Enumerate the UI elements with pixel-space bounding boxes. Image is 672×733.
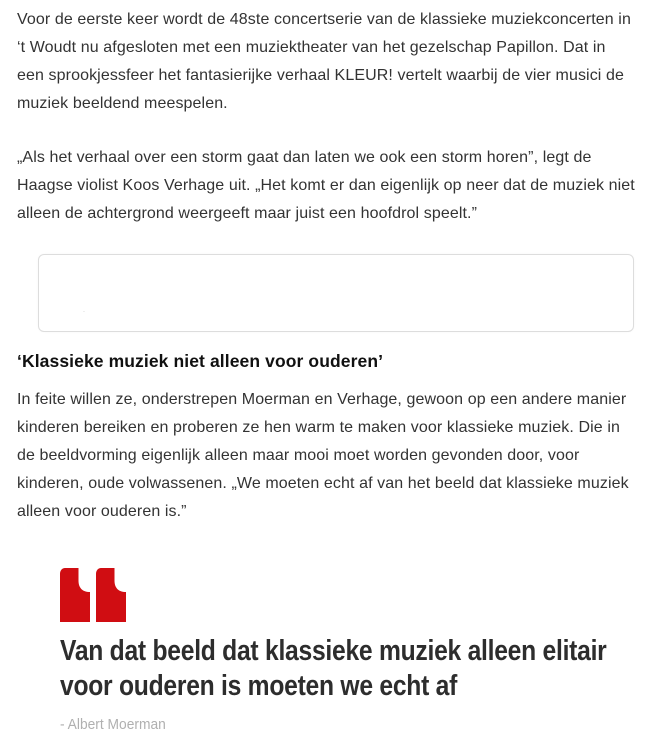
article-paragraph-3: In feite willen ze, onderstrepen Moerman en Verhage, gewoon op een andere manier kinderen bereiken en proberen ze hen warm te maken voor klassieke muziek. Die in de beeldvorming eigenlijk alleen maar mooi moet worden gevonden door, voor kinderen, oude volwassenen. „We moeten echt af van het beeld dat klassieke muziek alleen voor ouderen is.” <box>17 391 629 520</box>
article-paragraph-2: „Als het verhaal over een storm gaat dan laten we ook een storm horen”, legt de Haagse violist Koos Verhage uit. „Het komt er dan eigenlijk op neer dat de muziek niet alleen de achtergrond weergeeft maar juist een hoofdrol speelt.” <box>17 149 635 222</box>
embed-fallback-text: · <box>83 309 85 315</box>
article-subheading: ‘Klassieke muziek niet alleen voor ouderen’ <box>17 351 384 371</box>
embed-placeholder[interactable] <box>38 254 634 332</box>
pullquote-text: Van dat beeld dat klassieke muziek alleen elitair voor ouderen is moeten we echt af <box>60 635 607 702</box>
pullquote-attribution: - Albert Moerman <box>60 716 166 733</box>
article-paragraph-1: Voor de eerste keer wordt de 48ste concertserie van de klassieke muziekconcerten in ‘t Woudt nu afgesloten met een muziektheater van het gezelschap Papillon. Dat in een sprookjessfeer het fantasierijke verhaal KLEUR! vertelt waarbij de vier musici de muziek beeldend meespelen. <box>17 11 631 112</box>
quote-marks-icon <box>60 568 126 622</box>
pullquote <box>60 568 642 733</box>
